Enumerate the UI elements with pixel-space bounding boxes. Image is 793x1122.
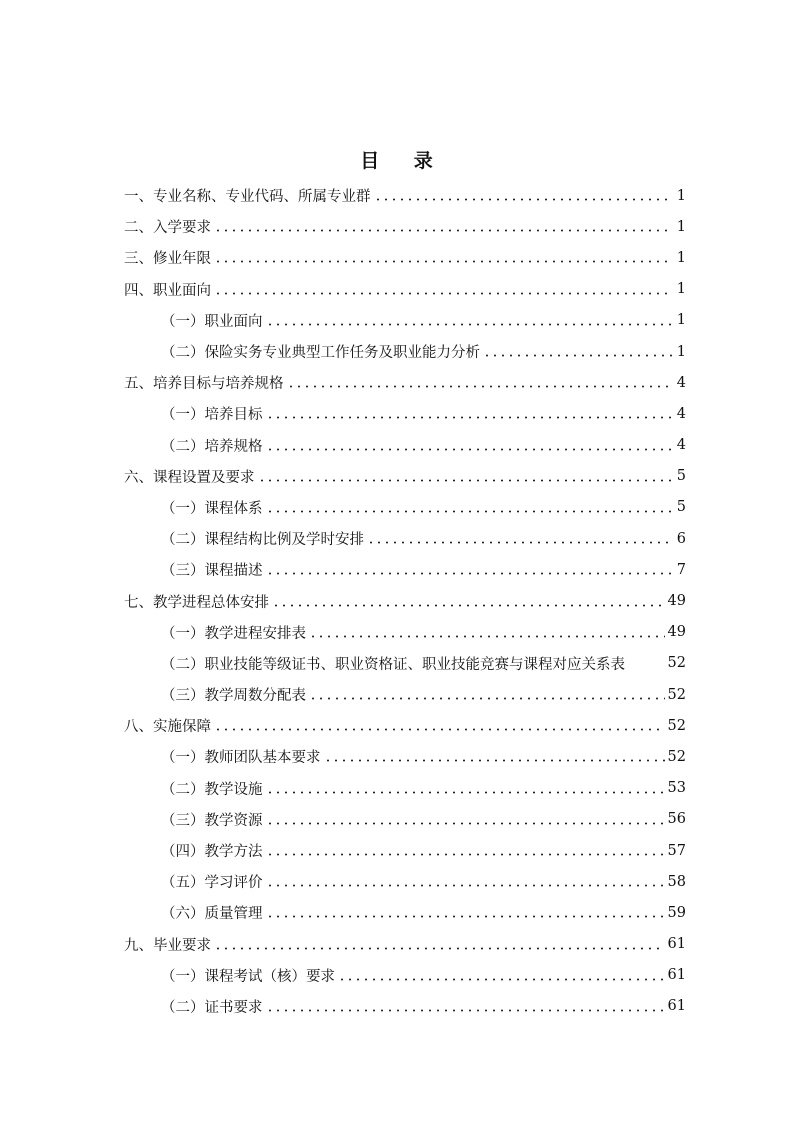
toc-entry-text: （三）教学周数分配表 — [161, 688, 306, 705]
toc-page-number: 7 — [676, 561, 686, 578]
toc-entry[interactable] — [124, 835, 686, 866]
toc-dot-leader — [266, 915, 665, 918]
toc-entry[interactable] — [124, 679, 686, 710]
toc-entry[interactable] — [124, 242, 686, 273]
toc-entry[interactable] — [124, 211, 686, 242]
toc-dot-leader — [266, 791, 665, 794]
toc-entry-text: 七、教学进程总体安排 — [124, 594, 269, 611]
toc-page-number: 1 — [676, 281, 686, 298]
toc-page-number: 6 — [676, 530, 686, 547]
toc-page-number: 4 — [676, 405, 686, 422]
toc-entry-text: （二）职业技能等级证书、职业资格证、职业技能竞赛与课程对应关系表 — [161, 656, 625, 673]
toc-dot-leader — [374, 198, 674, 201]
toc-dot-leader — [214, 229, 673, 232]
toc-page-number: 56 — [667, 811, 686, 828]
toc-entry-text: 五、培养目标与培养规格 — [124, 376, 284, 393]
toc-entry[interactable] — [124, 991, 686, 1022]
toc-dot-leader — [266, 323, 674, 326]
toc-entry[interactable] — [124, 648, 686, 679]
toc-page-number: 4 — [676, 437, 686, 454]
toc-entry[interactable] — [124, 180, 686, 211]
toc-entry-text: （一）教学进程安排表 — [161, 625, 306, 642]
toc-entry-text: （四）教学方法 — [161, 844, 263, 861]
toc-dot-leader — [266, 572, 674, 575]
toc-entry-text: （三）教学资源 — [161, 812, 263, 829]
toc-page-number: 4 — [676, 374, 686, 391]
toc-entry[interactable] — [124, 866, 686, 897]
toc-dot-leader — [214, 292, 673, 295]
toc-dot-leader — [214, 947, 665, 950]
toc-entry[interactable] — [124, 554, 686, 585]
toc-entry-text: 九、毕业要求 — [124, 937, 211, 954]
toc-dot-leader — [287, 385, 674, 388]
toc-dot-leader — [625, 666, 668, 669]
toc-entry[interactable] — [124, 305, 686, 336]
toc-entry[interactable] — [124, 336, 686, 367]
toc-dot-leader — [272, 604, 665, 607]
toc-dot-leader — [266, 822, 665, 825]
toc-entry[interactable] — [124, 617, 686, 648]
toc-page-number: 1 — [676, 187, 686, 204]
toc-entry-text: （三）课程描述 — [161, 563, 263, 580]
toc-entry-text: （二）保险实务专业典型工作任务及职业能力分析 — [161, 345, 480, 362]
toc-entry[interactable] — [124, 274, 686, 305]
toc-entry[interactable] — [124, 430, 686, 461]
toc-page-number: 52 — [667, 717, 686, 734]
toc-page-number: 61 — [667, 998, 686, 1015]
toc-entry-text: （五）学习评价 — [161, 875, 263, 892]
toc-dot-leader — [214, 260, 673, 263]
toc-entry-text: 三、修业年限 — [124, 251, 211, 268]
toc-page-number: 5 — [676, 499, 686, 516]
toc-entry-text: （一）课程体系 — [161, 500, 263, 517]
toc-dot-leader — [266, 853, 665, 856]
toc-entry[interactable] — [124, 897, 686, 928]
toc-page-number: 53 — [667, 780, 686, 797]
toc-entry[interactable] — [124, 804, 686, 835]
table-of-contents — [124, 180, 686, 1022]
toc-entry-text: （六）质量管理 — [161, 906, 263, 923]
toc-entry[interactable] — [124, 398, 686, 429]
toc-page-number: 61 — [667, 967, 686, 984]
toc-title: 目 录 — [360, 150, 447, 172]
toc-dot-leader — [338, 978, 665, 981]
toc-page-number: 1 — [676, 312, 686, 329]
toc-entry[interactable] — [124, 367, 686, 398]
toc-page-number: 52 — [667, 748, 686, 765]
toc-dot-leader — [266, 884, 665, 887]
toc-page-number: 1 — [676, 218, 686, 235]
toc-entry[interactable] — [124, 710, 686, 741]
toc-entry[interactable] — [124, 960, 686, 991]
toc-page-number: 52 — [667, 686, 686, 703]
toc-entry[interactable] — [124, 741, 686, 772]
toc-entry[interactable] — [124, 773, 686, 804]
toc-page-number: 5 — [676, 468, 686, 485]
toc-entry-text: （二）证书要求 — [161, 999, 263, 1016]
toc-page-number: 61 — [667, 936, 686, 953]
toc-entry-text: （二）教学设施 — [161, 781, 263, 798]
toc-page-number: 49 — [667, 593, 686, 610]
toc-page-number: 49 — [667, 624, 686, 641]
toc-dot-leader — [266, 510, 674, 513]
toc-page-number: 58 — [667, 873, 686, 890]
toc-entry[interactable] — [124, 585, 686, 616]
toc-entry[interactable] — [124, 461, 686, 492]
toc-entry[interactable] — [124, 492, 686, 523]
toc-dot-leader — [258, 479, 674, 482]
toc-entry-text: （一）培养目标 — [161, 407, 263, 424]
toc-page-number: 59 — [667, 904, 686, 921]
toc-entry-text: 六、课程设置及要求 — [124, 469, 255, 486]
toc-entry-text: （一）课程考试（核）要求 — [161, 968, 335, 985]
toc-dot-leader — [266, 416, 674, 419]
toc-entry-text: 四、职业面向 — [124, 282, 211, 299]
toc-entry-text: （二）培养规格 — [161, 438, 263, 455]
toc-entry-text: 八、实施保障 — [124, 719, 211, 736]
toc-dot-leader — [266, 448, 674, 451]
toc-entry-text: 一、专业名称、专业代码、所属专业群 — [124, 189, 371, 206]
toc-entry-text: （一）教师团队基本要求 — [161, 750, 321, 767]
toc-dot-leader — [483, 354, 673, 357]
toc-dot-leader — [309, 697, 665, 700]
toc-dot-leader — [367, 541, 673, 544]
toc-dot-leader — [324, 759, 665, 762]
toc-entry[interactable] — [124, 929, 686, 960]
toc-dot-leader — [266, 1009, 665, 1012]
toc-entry-text: （二）课程结构比例及学时安排 — [161, 532, 364, 549]
toc-page-number: 1 — [676, 343, 686, 360]
toc-dot-leader — [214, 728, 665, 731]
toc-entry-text: （一）职业面向 — [161, 313, 263, 330]
toc-page-number: 1 — [676, 249, 686, 266]
toc-dot-leader — [309, 635, 665, 638]
toc-page-number: 52 — [667, 655, 686, 672]
toc-entry[interactable] — [124, 523, 686, 554]
toc-entry-text: 二、入学要求 — [124, 220, 211, 237]
toc-page-number: 57 — [667, 842, 686, 859]
